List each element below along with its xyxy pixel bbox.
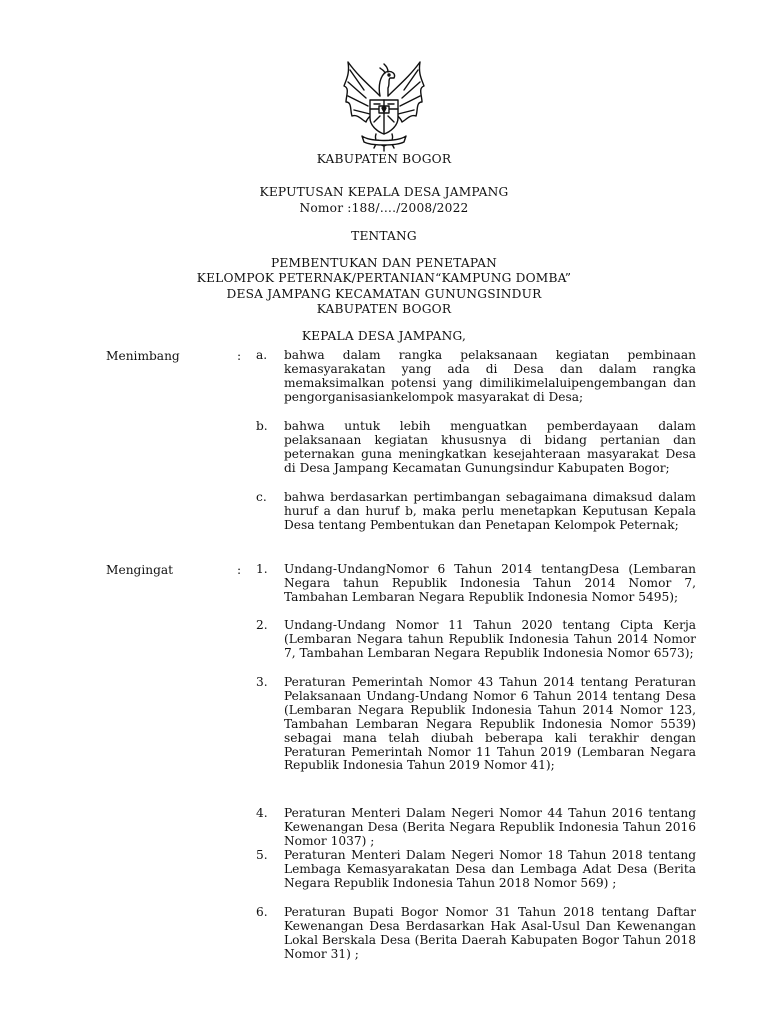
- item-text: Undang-Undang Nomor 11 Tahun 2020 tentang Cipta Kerja (Lembaran Negara tahun Republik Indonesia Tahun 2014 Nomor 7, Tambahan Lembaran Negara Republik Indonesia Nomor 6573);: [284, 618, 696, 660]
- official-heading: KEPALA DESA JAMPANG,: [301, 329, 467, 343]
- decree-number: Nomor :188/…./2008/2022: [299, 201, 469, 215]
- item-marker: 4.: [256, 806, 268, 820]
- item-marker: b.: [256, 419, 268, 433]
- region-heading: KABUPATEN BOGOR: [316, 152, 452, 166]
- item-text: bahwa untuk lebih menguatkan pemberdayaan dalam pelaksanaan kegiatan khususnya di bidang pertanian dan peternakan guna meningkatkan kesejahteraan masyarakat Desa di Desa Jampang Kecamatan Gunungsindur Kabupaten Bogor;: [284, 419, 696, 475]
- item-text: Peraturan Bupati Bogor Nomor 31 Tahun 2018 tentang Daftar Kewenangan Desa Berdasarkan Hak Asal-Usul Dan Kewenangan Lokal Berskala Desa (Berita Daerah Kabupaten Bogor Tahun 2018 Nomor 31) ;: [284, 905, 696, 961]
- item-marker: 2.: [256, 618, 268, 632]
- mengingat-colon: :: [237, 563, 242, 577]
- menimbang-label: Menimbang: [106, 349, 180, 363]
- subject-line-4: KABUPATEN BOGOR: [316, 302, 452, 316]
- item-marker: 1.: [256, 562, 268, 576]
- item-text: Peraturan Menteri Dalam Negeri Nomor 18 Tahun 2018 tentang Lembaga Kemasyarakatan Desa dan Lembaga Adat Desa (Berita Negara Republik Indonesia Tahun 2018 Nomor 569) ;: [284, 848, 696, 890]
- menimbang-colon: :: [237, 349, 242, 363]
- mengingat-label: Mengingat: [106, 563, 174, 577]
- tentang-heading: TENTANG: [351, 229, 417, 243]
- item-text: Peraturan Menteri Dalam Negeri Nomor 44 Tahun 2016 tentang Kewenangan Desa (Berita Negara Republik Indonesia Tahun 2016 Nomor 1037) ;: [284, 806, 696, 848]
- item-marker: 3.: [256, 675, 268, 689]
- item-text: Peraturan Pemerintah Nomor 43 Tahun 2014 tentang Peraturan Pelaksanaan Undang-Undang Nomor 6 Tahun 2014 tentang Desa (Lembaran Negara Republik Indonesia Tahun 2014 Nomor 123, Tambahan Lembaran Negara Republik Indonesia Nomor 5539) sebagai mana telah diubah beberapa kali terakhir dengan Peraturan Pemerintah Nomor 11 Tahun 2019 (Lembaran Negara Republik Indonesia Tahun 2019 Nomor 41);: [284, 675, 696, 773]
- subject-line-3: DESA JAMPANG KECAMATAN GUNUNGSINDUR: [226, 287, 542, 301]
- subject-line-1: PEMBENTUKAN DAN PENETAPAN: [270, 256, 498, 270]
- item-marker: 6.: [256, 905, 268, 919]
- item-marker: c.: [256, 490, 267, 504]
- item-marker: a.: [256, 348, 268, 362]
- decree-title: KEPUTUSAN KEPALA DESA JAMPANG: [259, 185, 509, 199]
- item-text: bahwa dalam rangka pelaksanaan kegiatan pembinaan kemasyarakatan yang ada di Desa dan dalam rangka memaksimalkan potensi yang dimilikimelaluipengembangan dan pengorganisasiankelompok masyarakat di Desa;: [284, 348, 696, 404]
- item-text: Undang-UndangNomor 6 Tahun 2014 tentangDesa (Lembaran Negara tahun Republik Indonesia Tahun 2014 Nomor 7, Tambahan Lembaran Negara Republik Indonesia Nomor 5495);: [284, 562, 696, 604]
- garuda-emblem-icon: [340, 56, 428, 152]
- item-marker: 5.: [256, 848, 268, 862]
- item-text: bahwa berdasarkan pertimbangan sebagaimana dimaksud dalam huruf a dan huruf b, maka perlu menetapkan Keputusan Kepala Desa tentang Pembentukan dan Penetapan Kelompok Peternak;: [284, 490, 696, 532]
- subject-line-2: KELOMPOK PETERNAK/PERTANIAN“KAMPUNG DOMBA”: [196, 271, 572, 285]
